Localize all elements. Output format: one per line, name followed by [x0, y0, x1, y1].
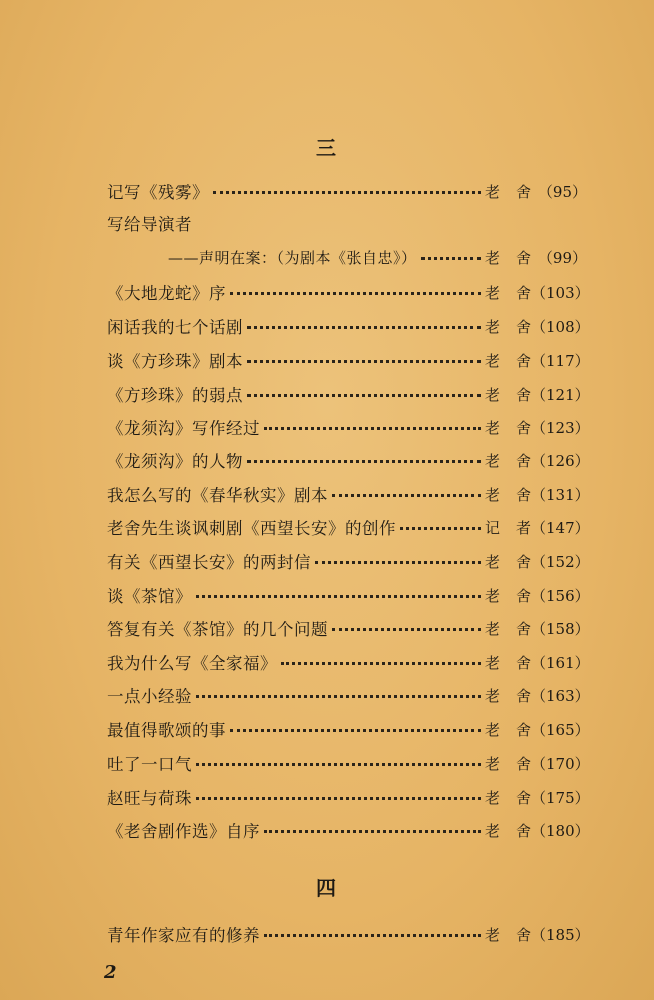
author-char: 记: [485, 518, 501, 537]
dot-leader: [196, 695, 481, 698]
author-char: 舍: [515, 248, 531, 267]
author-char: 舍: [515, 586, 531, 605]
author-char: 舍: [515, 351, 531, 370]
dot-leader: [247, 394, 481, 397]
author-char: 老: [485, 821, 501, 840]
toc-entry: [107, 749, 590, 777]
author-char: 舍: [515, 317, 531, 336]
dot-leader: [400, 527, 481, 530]
toc-entry-author: [485, 924, 531, 945]
dot-leader: [247, 326, 481, 329]
toc-entry-page: （163）: [531, 686, 590, 705]
dot-leader: [421, 257, 481, 260]
toc-entry-author: [485, 585, 531, 606]
toc-entry-title: 写给导演者: [107, 215, 192, 234]
dot-leader: [196, 797, 481, 800]
toc-entry: [107, 346, 590, 374]
toc-entry-title: 《龙须沟》的人物: [107, 452, 243, 471]
toc-entry-page: （147）: [531, 518, 590, 537]
toc-entry-page: （117）: [531, 351, 590, 370]
author-char: 舍: [515, 418, 531, 437]
toc-entry-title: 一点小经验: [107, 687, 192, 706]
toc-entry-author: [485, 484, 531, 505]
toc-entry-page: （95）: [537, 182, 587, 201]
toc-entry-author: [485, 282, 531, 303]
toc-entry-author: [485, 820, 531, 841]
author-char: 老: [485, 283, 501, 302]
toc-entry-page: （170）: [531, 754, 590, 773]
toc-entry: [107, 648, 590, 676]
author-char: 舍: [515, 653, 531, 672]
author-char: 老: [485, 686, 501, 705]
toc-entry-author: [485, 350, 531, 371]
toc-entry: [107, 380, 590, 408]
toc-entry-author: [485, 316, 531, 337]
toc-entry-title: 青年作家应有的修养: [107, 926, 260, 945]
author-char: 老: [485, 552, 501, 571]
toc-entry-author: [485, 652, 531, 673]
toc-entry-page: （165）: [531, 720, 590, 739]
author-char: 老: [485, 418, 501, 437]
dot-leader: [281, 662, 481, 665]
author-char: 老: [485, 248, 501, 267]
toc-entry-author: [485, 417, 531, 438]
toc-entry-title: 记写《残雾》: [107, 183, 209, 202]
author-char: 老: [485, 788, 501, 807]
toc-entry-title: 《大地龙蛇》序: [107, 284, 226, 303]
author-char: 舍: [515, 788, 531, 807]
toc-entry-author: [485, 450, 531, 471]
toc-entry-title: 老舍先生谈讽刺剧《西望长安》的创作: [107, 519, 396, 538]
toc-entry-title: 闲话我的七个话剧: [107, 318, 243, 337]
toc-entry-title: 《方珍珠》的弱点: [107, 386, 243, 405]
toc-entry-title: 我怎么写的《春华秋实》剧本: [107, 486, 328, 505]
toc-entry-page: （131）: [531, 485, 590, 504]
dot-leader: [332, 628, 481, 631]
toc-entry-title: 我为什么写《全家福》: [107, 654, 277, 673]
author-char: 舍: [515, 182, 531, 201]
toc-entry-author: [485, 753, 531, 774]
toc-entry: [107, 278, 590, 306]
toc-entry-page: （99）: [537, 248, 587, 267]
toc-entry: [107, 920, 590, 948]
toc-entry-page: （152）: [531, 552, 590, 571]
toc-entry-page: （108）: [531, 317, 590, 336]
dot-leader: [315, 561, 481, 564]
dot-leader: [196, 763, 481, 766]
toc-entry-page: （156）: [531, 586, 590, 605]
author-char: 老: [485, 182, 501, 201]
dot-leader: [230, 292, 481, 295]
toc-entry-title: 吐了一口气: [107, 755, 192, 774]
toc-entry-title: 《老舍剧作选》自序: [107, 822, 260, 841]
dot-leader: [247, 460, 481, 463]
toc-entry: [107, 681, 590, 709]
toc-entry: [107, 715, 590, 743]
toc-entry-page: （103）: [531, 283, 590, 302]
toc-entry: [107, 413, 590, 441]
author-char: 舍: [515, 451, 531, 470]
dot-leader: [247, 360, 481, 363]
toc-entry-author: [485, 685, 531, 706]
toc-entry-title: 有关《西望长安》的两封信: [107, 553, 311, 572]
toc-entry-author: [485, 181, 531, 202]
author-char: 老: [485, 385, 501, 404]
toc-entry-title: 最值得歌颂的事: [107, 721, 226, 740]
author-char: 老: [485, 619, 501, 638]
toc-entry-title: 答复有关《茶馆》的几个问题: [107, 620, 328, 639]
dot-leader: [332, 494, 481, 497]
toc-entry-author: [485, 517, 531, 538]
author-char: 者: [515, 518, 531, 537]
toc-entry: [107, 614, 590, 642]
author-char: 舍: [515, 552, 531, 571]
toc-entry: [107, 581, 590, 609]
dot-leader: [213, 191, 481, 194]
toc-entry: [107, 547, 590, 575]
dot-leader: [230, 729, 481, 732]
author-char: 舍: [515, 385, 531, 404]
toc-entry: [107, 816, 590, 844]
toc-entry-author: [485, 247, 531, 268]
toc-entry: [107, 783, 590, 811]
author-char: 舍: [515, 754, 531, 773]
author-char: 舍: [515, 821, 531, 840]
toc-entry-page: （175）: [531, 788, 590, 807]
author-char: 舍: [515, 925, 531, 944]
author-char: 老: [485, 925, 501, 944]
toc-entry: [107, 312, 590, 340]
section-heading-three: 三: [316, 136, 338, 160]
author-char: 老: [485, 586, 501, 605]
dot-leader: [264, 934, 481, 937]
section-heading-four: 四: [316, 876, 338, 900]
author-char: 舍: [515, 720, 531, 739]
dot-leader: [264, 427, 481, 430]
toc-entry-page: （123）: [531, 418, 590, 437]
toc-entry-page: （121）: [531, 385, 590, 404]
toc-entry-author: [485, 719, 531, 740]
toc-entry: [107, 480, 590, 508]
toc-entry-page: （158）: [531, 619, 590, 638]
toc-entry-page: （180）: [531, 821, 590, 840]
author-char: 老: [485, 451, 501, 470]
dot-leader: [264, 830, 481, 833]
toc-entry: [168, 243, 587, 271]
toc-entry-title: 赵旺与荷珠: [107, 789, 192, 808]
author-char: 老: [485, 653, 501, 672]
toc-entry-author: [485, 787, 531, 808]
toc-entry-title: ——声明在案：（为剧本《张自忠》）: [168, 248, 417, 267]
author-char: 舍: [515, 485, 531, 504]
toc-entry-page: （185）: [531, 925, 590, 944]
toc-entry-title: 谈《茶馆》: [107, 587, 192, 606]
author-char: 舍: [515, 686, 531, 705]
toc-entry-author: [485, 551, 531, 572]
toc-entry-author: [485, 618, 531, 639]
toc-entry-page: （161）: [531, 653, 590, 672]
toc-entry-title: 《龙须沟》写作经过: [107, 419, 260, 438]
author-char: 舍: [515, 283, 531, 302]
author-char: 老: [485, 317, 501, 336]
toc-entry-page: （126）: [531, 451, 590, 470]
toc-entry: [107, 177, 587, 205]
toc-entry-author: [485, 384, 531, 405]
author-char: 老: [485, 754, 501, 773]
toc-entry-title: 谈《方珍珠》剧本: [107, 352, 243, 371]
toc-entry: [107, 513, 590, 541]
page-number: 2: [104, 962, 117, 983]
author-char: 舍: [515, 619, 531, 638]
author-char: 老: [485, 485, 501, 504]
dot-leader: [196, 595, 481, 598]
author-char: 老: [485, 351, 501, 370]
toc-entry: [107, 446, 590, 474]
author-char: 老: [485, 720, 501, 739]
